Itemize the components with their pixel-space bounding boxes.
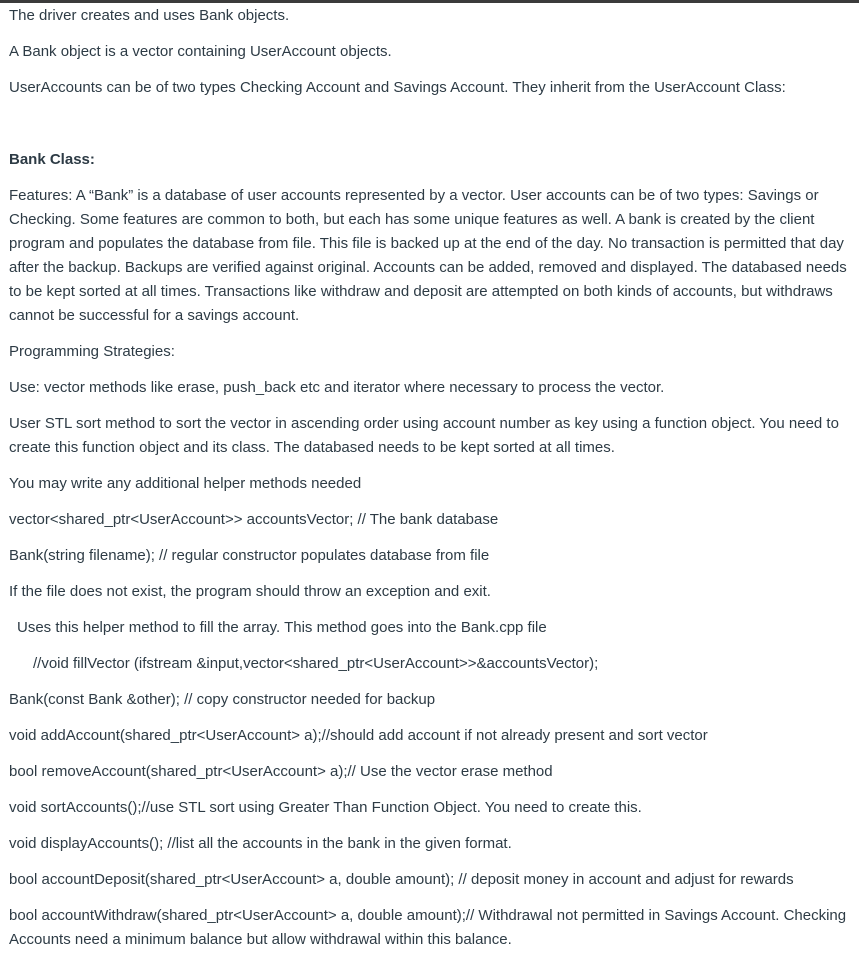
intro-line-bank-object: A Bank object is a vector containing UserAccount objects. — [9, 43, 392, 60]
intro-line-useraccount-types: UserAccounts can be of two types Checking Account and Savings Account. They inherit from the UserAccount Class: — [9, 79, 786, 96]
member-display-accounts: void displayAccounts(); //list all the accounts in the bank in the given format. — [9, 835, 512, 852]
member-fill-vector: //void fillVector (ifstream &input,vector<shared_ptr<UserAccount>>&accountsVector); — [33, 655, 599, 672]
member-add-account: void addAccount(shared_ptr<UserAccount> a);//should add account if not already present and sort vector — [9, 727, 708, 744]
member-sort-accounts: void sortAccounts();//use STL sort using Greater Than Function Object. You need to create this. — [9, 799, 642, 816]
top-border — [0, 0, 859, 3]
member-constructor: Bank(string filename); // regular constructor populates database from file — [9, 547, 490, 564]
features-paragraph: Features: A “Bank” is a database of user accounts represented by a vector. User accounts can be of two types: Savings or Checking. Some features are common to both, but each has some unique features as well. A bank is created by the client program and populates the database from file. This file is backed up at the end of the day. No transaction is permitted that day after the backup. Backups are verified against original. Accounts can be added, removed and displayed. The databased needs to be kept sorted at all times. Transactions like withdraw and deposit are attempted on both kinds of accounts, but withdraws cannot be successful for a savings account. — [9, 187, 847, 324]
sort-note: User STL sort method to sort the vector in ascending order using account number as key using a function object. You need to create this function object and its class. The databased needs to be kept sorted at all times. — [9, 415, 839, 456]
member-copy-constructor: Bank(const Bank &other); // copy constructor needed for backup — [9, 691, 436, 708]
helper-note: You may write any additional helper methods needed — [9, 475, 362, 492]
helper-method-note: Uses this helper method to fill the array. This method goes into the Bank.cpp file — [17, 619, 547, 636]
member-remove-account: bool removeAccount(shared_ptr<UserAccount> a);// Use the vector erase method — [9, 763, 553, 780]
member-account-deposit: bool accountDeposit(shared_ptr<UserAccount> a, double amount); // deposit money in account and adjust for rewards — [9, 871, 794, 888]
member-accounts-vector: vector<shared_ptr<UserAccount>> accountsVector; // The bank database — [9, 511, 499, 528]
use-vector-methods: Use: vector methods like erase, push_back etc and iterator where necessary to process the vector. — [9, 379, 665, 396]
intro-line-driver: The driver creates and uses Bank objects. — [9, 7, 290, 24]
programming-strategies-label: Programming Strategies: — [9, 343, 175, 360]
document-body — [9, 4, 849, 964]
member-account-withdraw: bool accountWithdraw(shared_ptr<UserAccount> a, double amount);// Withdrawal not permitted in Savings Account. Checking Accounts need a minimum balance but allow withdrawal within this balance. — [9, 907, 847, 948]
file-missing-note: If the file does not exist, the program should throw an exception and exit. — [9, 583, 491, 600]
spacer — [9, 112, 849, 148]
bank-class-heading: Bank Class: — [9, 151, 95, 168]
